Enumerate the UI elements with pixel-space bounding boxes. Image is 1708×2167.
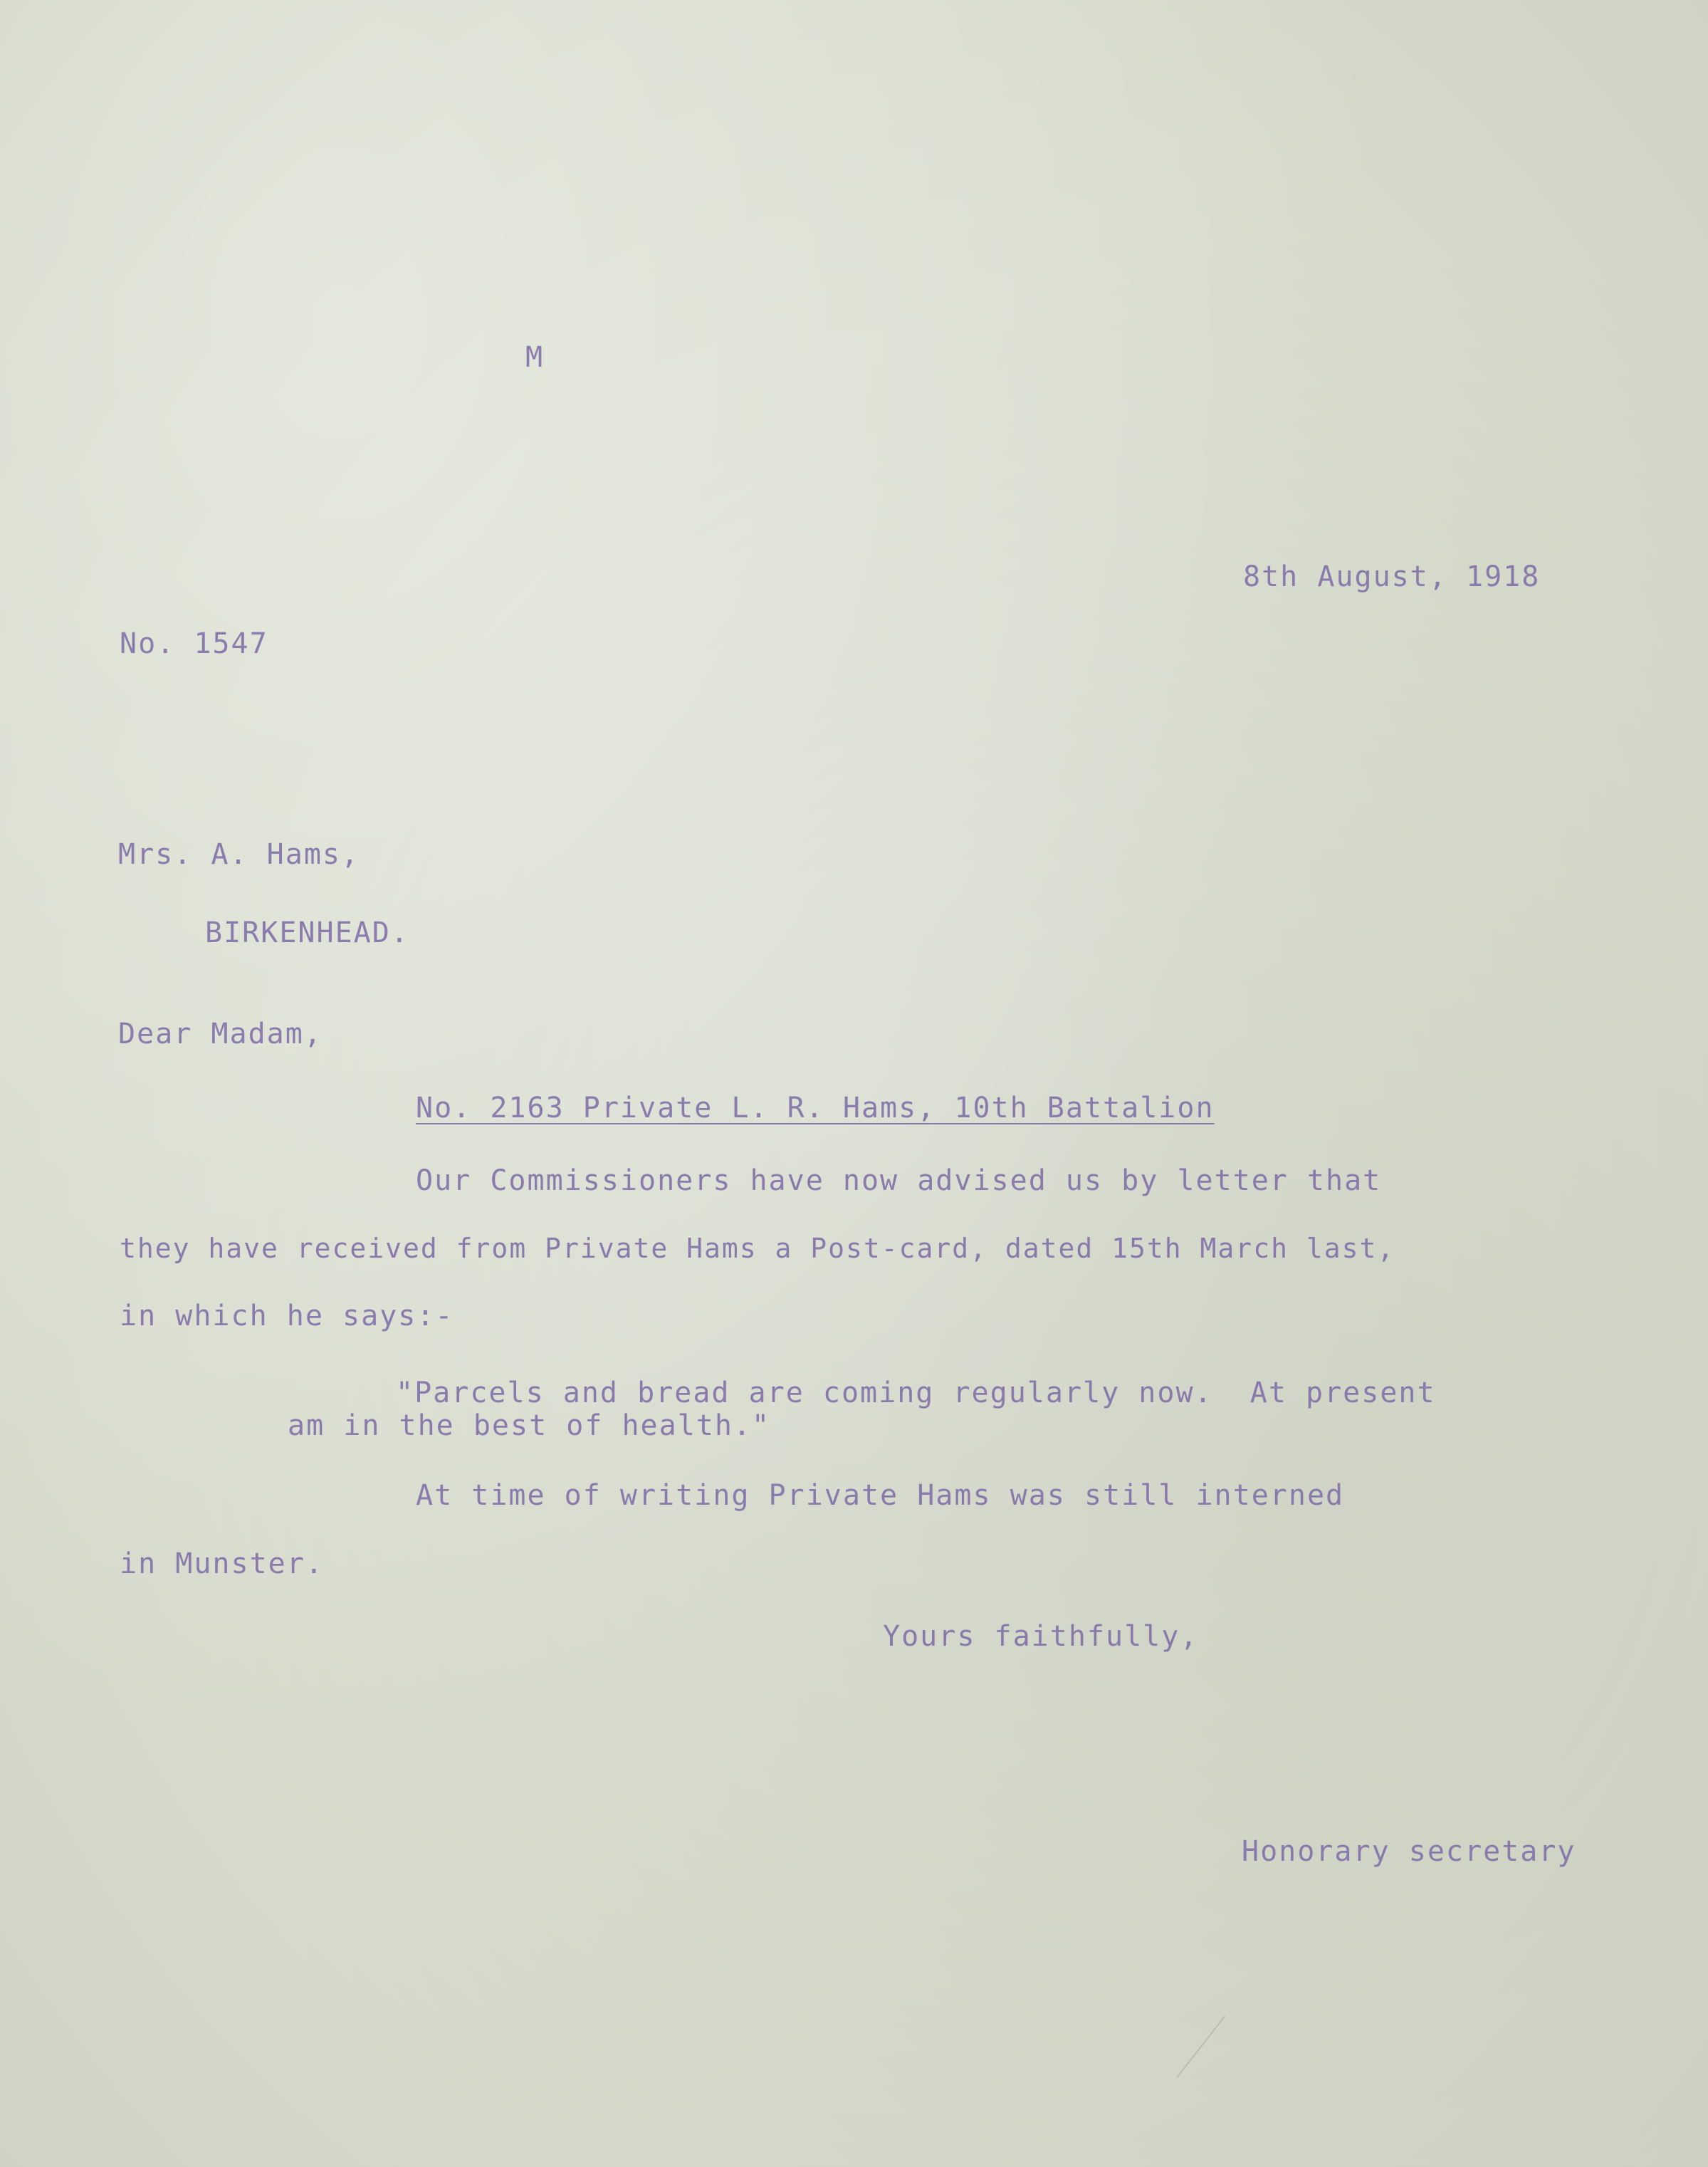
- reference-number: No. 1547: [120, 627, 268, 660]
- body-line-5: in Munster.: [120, 1547, 324, 1580]
- letter-initial: M: [525, 341, 545, 374]
- paper-crease: [1176, 2015, 1225, 2078]
- body-line-4: At time of writing Private Hams was still interned: [416, 1479, 1345, 1512]
- body-line-3: in which he says:-: [120, 1300, 454, 1332]
- quote-line-2: am in the best of health.": [288, 1409, 771, 1442]
- recipient-name: Mrs. A. Hams,: [118, 838, 360, 871]
- signature-title: Honorary secretary: [1242, 1835, 1576, 1868]
- salutation: Dear Madam,: [118, 1018, 323, 1050]
- closing: Yours faithfully,: [883, 1620, 1199, 1653]
- body-line-2: they have received from Private Hams a Post-card, dated 15th March last,: [120, 1233, 1395, 1264]
- quote-line-1: "Parcels and bread are coming regularly now. At present: [396, 1377, 1436, 1409]
- body-line-1: Our Commissioners have now advised us by letter that: [416, 1164, 1382, 1197]
- recipient-town: BIRKENHEAD.: [205, 917, 409, 949]
- subject-line: No. 2163 Private L. R. Hams, 10th Battalion: [416, 1092, 1215, 1124]
- letter-date: 8th August, 1918: [1243, 560, 1541, 593]
